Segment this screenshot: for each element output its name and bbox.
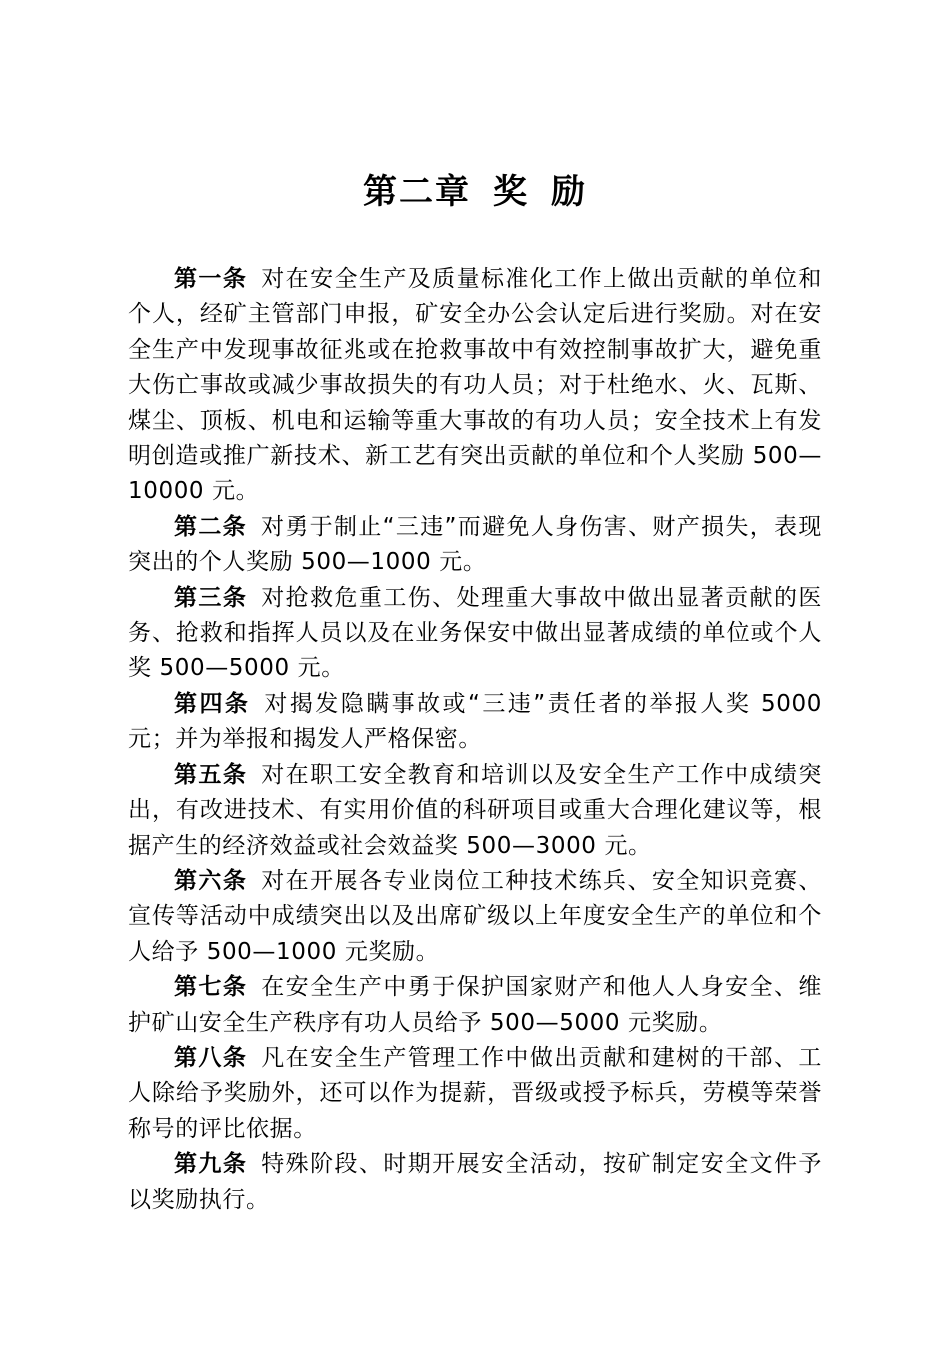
chapter-number: 第二章 — [363, 172, 471, 212]
article-number: 第六条 — [174, 867, 248, 894]
article-number: 第九条 — [174, 1151, 248, 1178]
article-7 — [128, 970, 822, 1041]
article-text: 对在开展各专业岗位工种技术练兵、安全知识竞赛、宣传等活动中成绩突出以及出席矿级以上年度安全生产的单位和个人给予 500—1000 元奖励。 — [128, 867, 822, 965]
article-4 — [128, 687, 822, 758]
article-text: 对勇于制止“三违”而避免人身伤害、财产损失，表现突出的个人奖励 500—1000 元。 — [128, 513, 822, 576]
article-text: 对抢救危重工伤、处理重大事故中做出显著贡献的医务、抢救和指挥人员以及在业务保安中做出显著成绩的单位或个人奖 500—5000 元。 — [128, 584, 822, 682]
article-text: 对在职工安全教育和培训以及安全生产工作中成绩突出，有改进技术、有实用价值的科研项目或重大合理化建议等，根据产生的经济效益或社会效益奖 500—3000 元。 — [128, 761, 822, 859]
article-1 — [128, 262, 822, 510]
article-3 — [128, 581, 822, 687]
article-number: 第二条 — [174, 513, 247, 540]
article-text: 特殊阶段、时期开展安全活动，按矿制定安全文件予以奖励执行。 — [128, 1151, 822, 1213]
article-text: 在安全生产中勇于保护国家财产和他人人身安全、维护矿山安全生产秩序有功人员给予 500—5000 元奖励。 — [128, 974, 822, 1036]
chapter-title — [0, 164, 950, 213]
article-text: 凡在安全生产管理工作中做出贡献和建树的干部、工人除给予奖励外，还可以作为提薪，晋级或授予标兵，劳模等荣誉称号的评比依据。 — [128, 1044, 822, 1142]
article-5 — [128, 758, 822, 864]
chapter-title-word-1: 奖 — [493, 172, 529, 212]
article-number: 第七条 — [174, 974, 248, 1001]
chapter-title-word-2: 励 — [551, 172, 587, 212]
article-6 — [128, 864, 822, 970]
article-2 — [128, 510, 822, 581]
article-8 — [128, 1041, 822, 1147]
article-9 — [128, 1147, 822, 1218]
article-number: 第五条 — [174, 761, 248, 788]
article-number: 第三条 — [174, 584, 248, 611]
articles-body — [128, 262, 822, 1218]
article-text: 对揭发隐瞒事故或“三违”责任者的举报人奖 5000 元；并为举报和揭发人严格保密。 — [128, 690, 822, 753]
article-number: 第八条 — [174, 1044, 248, 1071]
article-number: 第四条 — [174, 690, 251, 717]
article-number: 第一条 — [174, 266, 248, 292]
article-text: 对在安全生产及质量标准化工作上做出贡献的单位和个人，经矿主管部门申报，矿安全办公会认定后进行奖励。对在安全生产中发现事故征兆或在抢救事故中有效控制事故扩大，避免重大伤亡事故或减少事故损失的有功人员；对于杜绝水、火、瓦斯、煤尘、顶板、机电和运输等重大事故的有功人员；安全技术上有发明创造或推广新技术、新工艺有突出贡献的单位和个人奖励 500—10000 元。 — [128, 266, 822, 505]
